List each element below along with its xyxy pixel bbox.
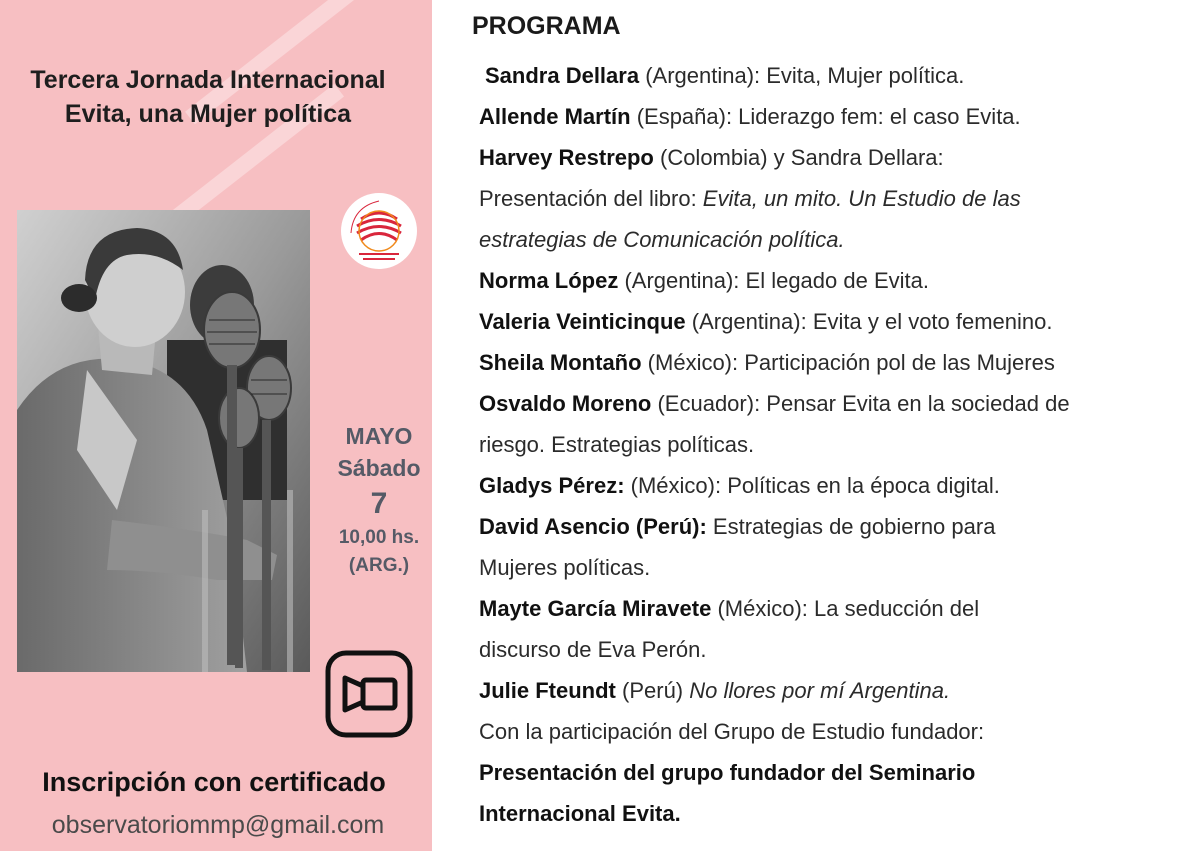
talk-info: (México): Participación pol de las Mujeres	[641, 350, 1055, 375]
program-line	[479, 102, 1021, 132]
program-line	[479, 143, 944, 173]
program-line	[479, 594, 979, 624]
book-title: estrategias de Comunicación política.	[479, 227, 845, 252]
speaker-name: Harvey Restrepo	[479, 145, 654, 170]
speaker-name: Julie Fteundt	[479, 678, 616, 703]
talk-info: riesgo. Estrategias políticas.	[479, 432, 755, 457]
program-line	[479, 758, 975, 788]
talk-info: (Argentina): Evita y el voto femenino.	[685, 309, 1053, 334]
talk-info: (Colombia) y Sandra Dellara:	[653, 145, 944, 170]
program-line	[479, 225, 845, 255]
observatorio-logo	[341, 193, 417, 269]
talk-info: Mujeres políticas.	[479, 555, 651, 580]
talk-info: (México): La seducción del	[711, 596, 980, 621]
talk-info: (Perú)	[615, 678, 690, 703]
talk-info: (México): Políticas en la época digital.	[624, 473, 1000, 498]
event-info-panel	[0, 0, 432, 851]
program-line	[479, 471, 1000, 501]
speaker-name: David Asencio (Perú):	[479, 514, 707, 539]
program-line	[479, 430, 754, 460]
speaker-name: Sandra Dellara	[485, 63, 640, 88]
event-time: 10,00 hs.	[338, 527, 420, 548]
program-line	[479, 717, 984, 747]
talk-info: (Argentina): Evita, Mujer política.	[639, 63, 965, 88]
event-date	[318, 420, 432, 580]
program-line	[479, 307, 1053, 337]
evita-speech-photo	[17, 210, 310, 672]
program-line	[479, 512, 995, 542]
photo-illustration	[17, 210, 310, 672]
program-line	[479, 348, 1055, 378]
speaker-name: Mayte García Miravete	[479, 596, 712, 621]
program-line	[479, 184, 1021, 214]
event-timezone: (ARG.)	[348, 555, 410, 576]
video-camera-icon	[325, 650, 413, 738]
event-day-name: Sábado	[337, 455, 421, 481]
talk-info: Presentación del libro:	[479, 186, 703, 211]
event-month: MAYO	[345, 423, 413, 449]
talk-info: (Ecuador): Pensar Evita en la sociedad de	[651, 391, 1070, 416]
event-title-line-2: Evita, una Mujer política	[64, 100, 352, 128]
event-title	[0, 63, 416, 131]
speaker-name: Gladys Pérez:	[479, 473, 625, 498]
talk-info: Con la participación del Grupo de Estudio fundador:	[479, 719, 985, 744]
speaker-name: Norma López	[479, 268, 619, 293]
program-line	[479, 553, 650, 583]
program-line	[479, 389, 1070, 419]
program-heading: PROGRAMA	[472, 12, 621, 40]
program-line	[479, 635, 706, 665]
event-day-number: 7	[370, 487, 388, 520]
closing-title: Internacional Evita.	[479, 801, 681, 826]
registration-notice: Inscripción con certificado	[42, 767, 386, 797]
program-line	[479, 676, 950, 706]
contact-email[interactable]: observatoriommp@gmail.com	[51, 811, 385, 839]
program-line	[479, 799, 681, 829]
speaker-name: Allende Martín	[479, 104, 631, 129]
talk-info: (España): Liderazgo fem: el caso Evita.	[630, 104, 1021, 129]
talk-info: (Argentina): El legado de Evita.	[618, 268, 929, 293]
book-title: Evita, un mito. Un Estudio de las	[702, 186, 1021, 211]
speaker-name: Valeria Veinticinque	[479, 309, 686, 334]
talk-info: Estrategias de gobierno para	[706, 514, 996, 539]
talk-info: discurso de Eva Perón.	[479, 637, 707, 662]
event-title-line-1: Tercera Jornada Internacional	[30, 66, 386, 94]
talk-title: No llores por mí Argentina.	[689, 678, 951, 703]
speaker-name: Sheila Montaño	[479, 350, 642, 375]
program-line	[485, 61, 964, 91]
closing-title: Presentación del grupo fundador del Seminario	[479, 760, 976, 785]
program-line	[479, 266, 929, 296]
speaker-name: Osvaldo Moreno	[479, 391, 652, 416]
